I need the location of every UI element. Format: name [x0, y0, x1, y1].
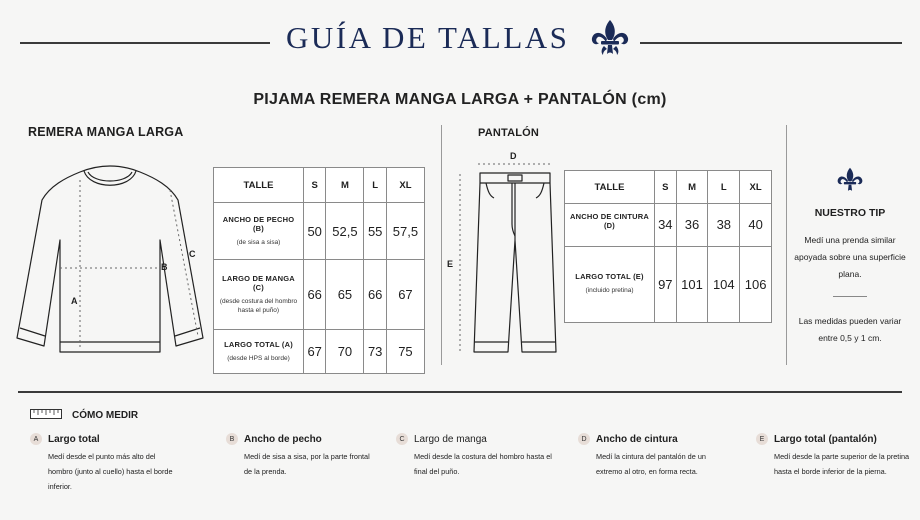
row-sublabel: (incluido pretina)	[585, 287, 634, 295]
table-row	[214, 260, 425, 330]
size-value: 52,5	[326, 203, 364, 260]
row-label: LARGO TOTAL (E)	[575, 272, 644, 282]
size-header: L	[708, 171, 740, 204]
row-sublabel: (de sisa a sisa)	[236, 238, 281, 246]
badge-b: B	[226, 433, 238, 445]
size-header: S	[304, 168, 326, 203]
size-value: 38	[708, 204, 740, 247]
table-header-talle: TALLE	[214, 168, 304, 203]
size-value: 101	[676, 246, 708, 322]
section-divider-horizontal	[18, 391, 902, 393]
size-value: 55	[364, 203, 386, 260]
measure-desc: Medí desde la parte superior de la pretina hasta el borde inferior de la pierna.	[774, 452, 910, 476]
pants-diagram	[450, 160, 560, 360]
badge-a: A	[30, 433, 42, 445]
badge-c: C	[396, 433, 408, 445]
size-value: 66	[304, 260, 326, 330]
table-row	[214, 330, 425, 374]
ruler-icon	[30, 409, 62, 419]
measure-desc: Medí desde la costura del hombro hasta el final del puño.	[414, 452, 552, 476]
page-title: GUÍA DE TALLAS	[286, 20, 570, 55]
measure-title: Largo total	[48, 433, 100, 445]
size-header: M	[326, 168, 364, 203]
badge-e: E	[756, 433, 768, 445]
section-divider	[441, 125, 442, 365]
size-header: L	[364, 168, 386, 203]
pantalon-size-table	[564, 170, 772, 323]
size-value: 36	[676, 204, 708, 247]
size-value: 70	[326, 330, 364, 374]
size-value: 104	[708, 246, 740, 322]
measure-item-d	[578, 433, 738, 479]
size-header: M	[676, 171, 708, 204]
shirt-diagram	[10, 160, 210, 360]
tip-title: NUESTRO TIP	[814, 207, 886, 219]
size-value: 67	[304, 330, 326, 374]
size-value: 50	[304, 203, 326, 260]
table-header-talle: TALLE	[565, 171, 655, 204]
tip-text: Las medidas pueden variar entre 0,5 y 1 cm.	[798, 316, 902, 343]
row-label: ANCHO DE PECHO (B)	[222, 214, 295, 233]
measure-desc: Medí de sisa a sisa, por la parte frontal de la prenda.	[244, 452, 370, 476]
measure-title: Ancho de pecho	[244, 433, 322, 445]
size-value: 73	[364, 330, 386, 374]
row-label: LARGO TOTAL (A)	[224, 339, 293, 349]
remera-section-title: REMERA MANGA LARGA	[28, 125, 184, 139]
measure-item-e	[756, 433, 916, 479]
measure-title: Largo total (pantalón)	[774, 433, 877, 445]
row-label: LARGO DE MANGA (C)	[222, 274, 295, 293]
header-line-right	[640, 42, 902, 44]
tip-text: Medí una prenda similar apoyada sobre una superficie plana.	[794, 235, 906, 279]
row-label: ANCHO DE CINTURA (D)	[569, 211, 650, 230]
size-value: 75	[386, 330, 424, 374]
measure-title: Ancho de cintura	[596, 433, 678, 445]
section-divider	[786, 125, 787, 365]
measure-title: Largo de manga	[414, 433, 487, 445]
measure-desc: Medí desde el punto más alto del hombro (junto al cuello) hasta el borde inferior.	[48, 452, 173, 491]
size-value: 106	[740, 246, 772, 322]
how-to-title: CÓMO MEDIR	[72, 410, 139, 421]
size-value: 40	[740, 204, 772, 247]
page-subtitle: PIJAMA REMERA MANGA LARGA + PANTALÓN (cm)	[253, 91, 667, 108]
fleur-de-lis-icon	[588, 18, 632, 58]
size-header: XL	[386, 168, 424, 203]
remera-size-table	[213, 167, 425, 374]
size-header: S	[655, 171, 677, 204]
shirt-label-b: B	[161, 262, 168, 272]
row-sublabel: (desde HPS al borde)	[227, 354, 290, 362]
pantalon-section-title: PANTALÓN	[478, 127, 540, 139]
fleur-de-lis-icon	[835, 165, 865, 195]
badge-d: D	[578, 433, 590, 445]
size-header: XL	[740, 171, 772, 204]
measure-item-b	[226, 433, 386, 479]
row-sublabel: (desde costura del hombro hasta el puño)	[219, 298, 298, 314]
pants-label-d: D	[510, 151, 517, 161]
size-value: 34	[655, 204, 677, 247]
size-value: 65	[326, 260, 364, 330]
pants-label-e: E	[447, 259, 454, 269]
table-row	[565, 204, 772, 247]
measure-item-a	[30, 433, 190, 494]
measure-desc: Medí la cintura del pantalón de un extremo al otro, en forma recta.	[596, 452, 706, 476]
size-value: 57,5	[386, 203, 424, 260]
table-row	[214, 203, 425, 260]
size-value: 67	[386, 260, 424, 330]
table-row	[565, 246, 772, 322]
measure-item-c	[396, 433, 556, 479]
tip-separator	[833, 296, 867, 297]
shirt-label-a: A	[71, 296, 78, 306]
header-line-left	[20, 42, 270, 44]
size-value: 66	[364, 260, 386, 330]
size-value: 97	[655, 246, 677, 322]
shirt-label-c: C	[189, 249, 196, 259]
